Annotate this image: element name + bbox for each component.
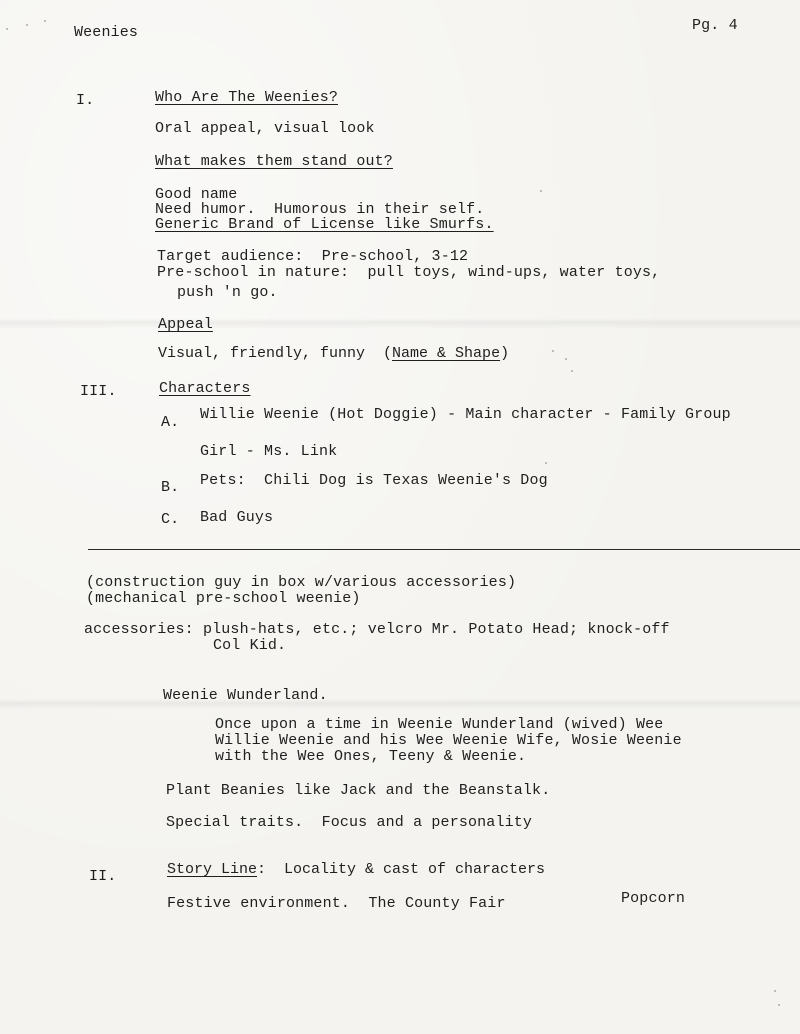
text-construction-guy: (construction guy in box w/various accessories) [86,574,517,591]
label-c: C. [161,511,180,528]
text-appeal-close: ) [500,345,510,362]
text-plant-beanies: Plant Beanies like Jack and the Beanstalk. [166,782,551,799]
text-story-line-1: Once upon a time in Weenie Wunderland (wived) Wee [215,716,664,733]
paper-speck [774,990,776,992]
text-popcorn: Popcorn [621,890,686,907]
subheading-appeal: Appeal [158,316,213,333]
paper-speck [44,20,46,22]
text-mechanical: (mechanical pre-school weenie) [86,590,361,607]
page-number: Pg. 4 [692,17,738,34]
text-story-line-3: with the Wee Ones, Teeny & Weenie. [215,748,527,765]
subheading-stand-out: What makes them stand out? [155,153,393,170]
text-willie-weenie: Willie Weenie (Hot Doggie) - Main character - Family Group [200,406,731,423]
text-name-shape: Name & Shape [392,345,501,362]
paper-speck [545,462,547,464]
text-festive: Festive environment. The County Fair [167,895,506,912]
text-bad-guys: Bad Guys [200,509,274,526]
story-line-heading [167,862,545,878]
paper-speck [6,28,8,30]
text-special-traits: Special traits. Focus and a personality [166,814,533,831]
label-b: B. [161,479,180,496]
text-need-humor: Need humor. Humorous in their self. [155,201,485,218]
section-heading-characters: Characters [159,380,251,397]
paper-speck [552,350,554,352]
text-generic-brand: Generic Brand of License like Smurfs. [155,216,494,233]
text-preschool-nature: Pre-school in nature: pull toys, wind-ups, water toys, [157,264,661,281]
text-target-audience: Target audience: Pre-school, 3-12 [157,248,469,265]
section-numeral-2: II. [89,868,117,885]
section-heading-story-line: Story Line [167,861,258,878]
text-girl: Girl - Ms. Link [200,443,338,460]
text-push-n-go: push 'n go. [177,284,278,301]
text-pets: Pets: Chili Dog is Texas Weenie's Dog [200,472,548,489]
section-numeral-3: III. [80,383,117,400]
paper-speck [571,370,573,372]
paper-speck [565,358,567,360]
text-story-line-2: Willie Weenie and his Wee Weenie Wife, Wosie Weenie [215,732,682,749]
text-appeal: Visual, friendly, funny ( [158,345,393,362]
divider-rule [88,549,800,550]
paper-speck [26,24,28,26]
label-a: A. [161,414,180,431]
paper-speck [778,1004,780,1006]
text-oral-appeal: Oral appeal, visual look [155,120,375,137]
text-accessories: accessories: plush-hats, etc.; velcro Mr. Potato Head; knock-off [84,621,670,638]
document-title: Weenies [74,24,139,41]
appeal-line [158,346,509,362]
text-good-name: Good name [155,186,238,203]
text-weenie-wunderland: Weenie Wunderland. [163,687,328,704]
section-numeral-1: I. [76,92,95,109]
text-locality: : Locality & cast of characters [257,861,546,878]
section-heading-who: Who Are The Weenies? [155,89,339,106]
text-col-kid: Col Kid. [213,637,287,654]
paper-speck [540,190,542,192]
